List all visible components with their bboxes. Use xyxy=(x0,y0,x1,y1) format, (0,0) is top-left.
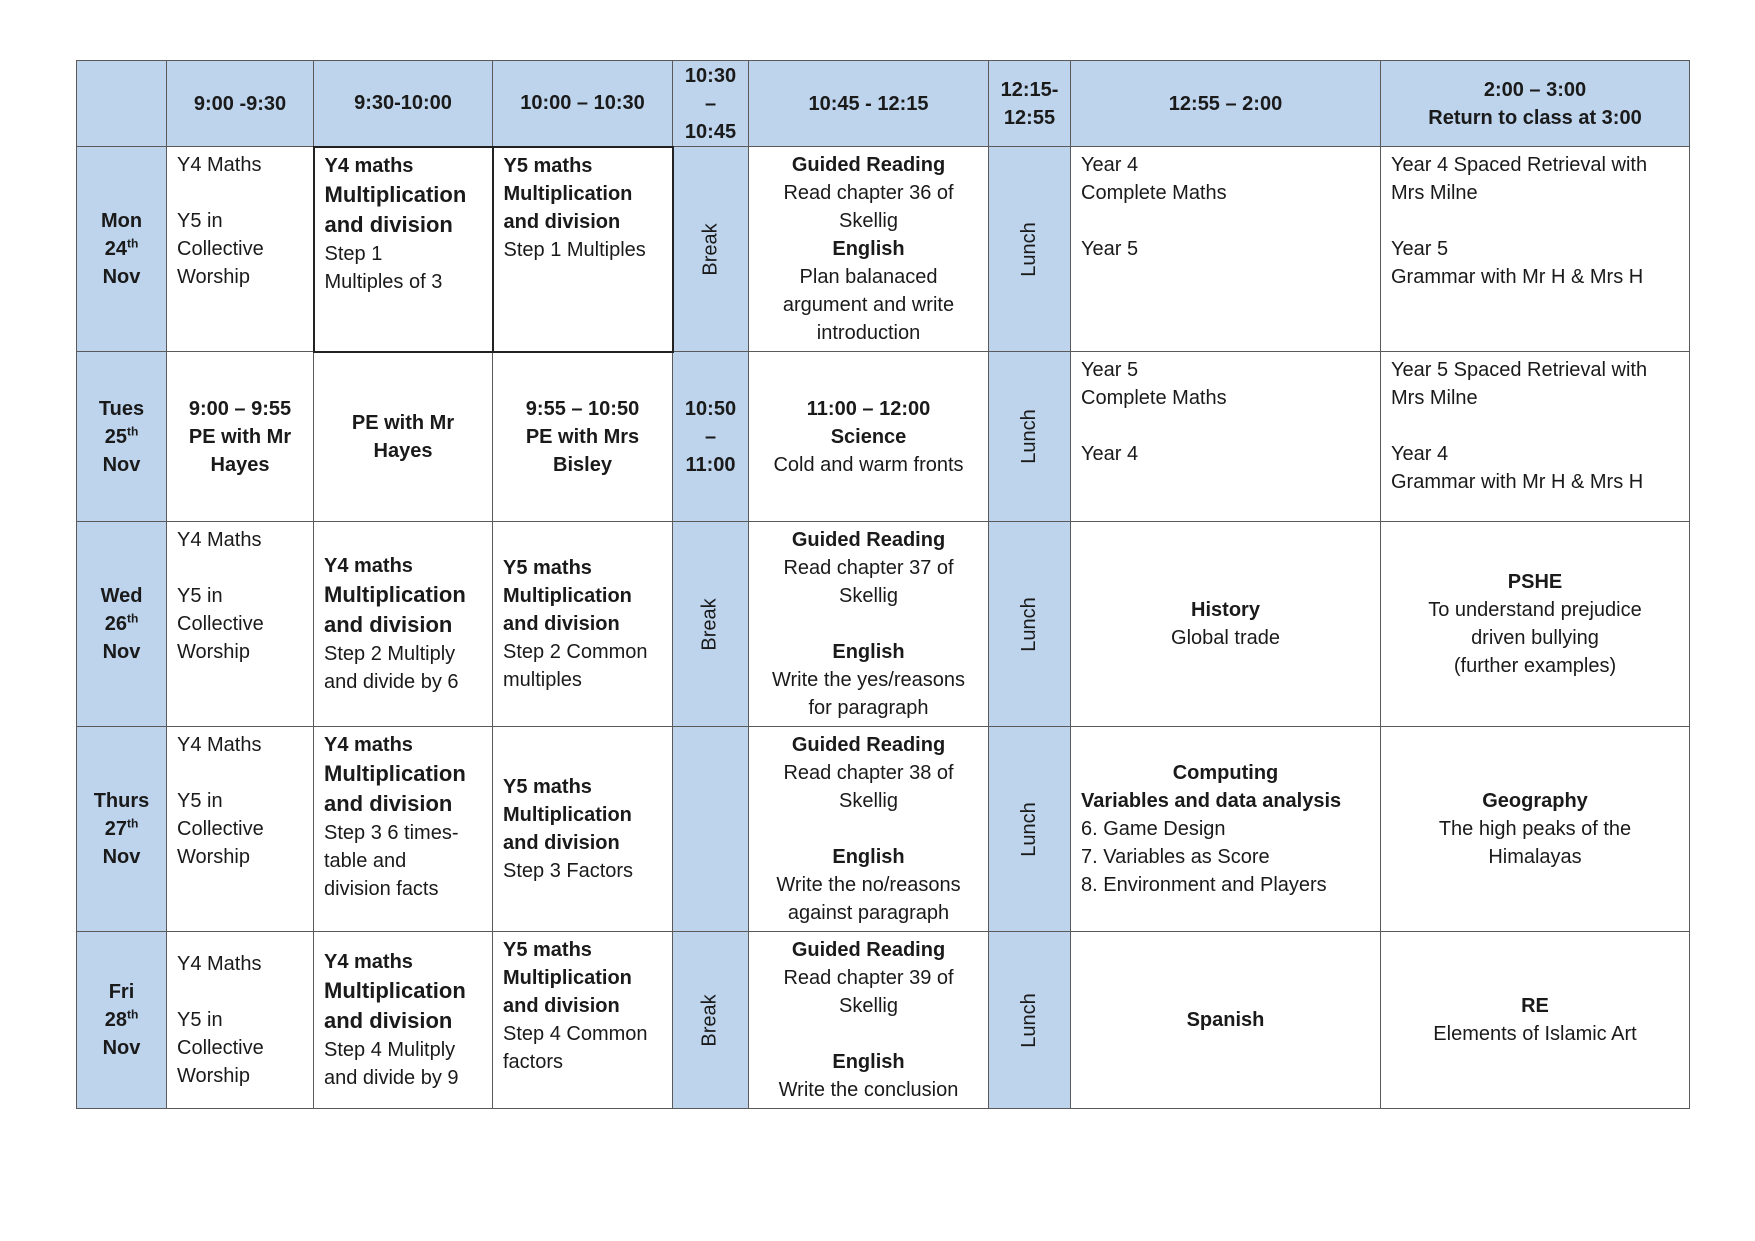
header-row xyxy=(77,61,1690,147)
lunch-band: Lunch xyxy=(989,932,1071,1109)
lesson-cell: Geography The high peaks of the Himalayas xyxy=(1381,727,1690,932)
lesson-cell: 9:55 – 10:50 PE with Mrs Bisley xyxy=(493,352,673,522)
lesson-cell: Year 5 Complete Maths Year 4 xyxy=(1071,352,1381,522)
header-slot-5: 10:45 - 12:15 xyxy=(749,61,989,147)
day-label: Thurs 27th Nov xyxy=(77,727,167,932)
lesson-cell: History Global trade xyxy=(1071,522,1381,727)
lesson-cell: RE Elements of Islamic Art xyxy=(1381,932,1690,1109)
lesson-cell: PSHE To understand prejudice driven bullying (further examples) xyxy=(1381,522,1690,727)
lesson-cell: Y5 maths Multiplication and division Step 3 Factors xyxy=(493,727,673,932)
lesson-cell: Y5 maths Multiplication and division Step 4 Common factors xyxy=(493,932,673,1109)
header-slot-1: 9:00 -9:30 xyxy=(167,61,314,147)
header-slot-break: 10:30 – 10:45 xyxy=(673,61,749,147)
lesson-cell: Y4 maths Multiplication and division Step 3 6 times- table and division facts xyxy=(314,727,493,932)
lunch-band: Lunch xyxy=(989,727,1071,932)
lunch-band: Lunch xyxy=(989,147,1071,352)
lesson-cell: Guided Reading Read chapter 36 of Skellig English Plan balanaced argument and write introduction xyxy=(749,147,989,352)
lunch-band: Lunch xyxy=(989,522,1071,727)
lesson-cell: Y5 maths Multiplication and division Step 1 Multiples xyxy=(493,147,673,352)
lesson-cell: Y4 maths Multiplication and division Step 1 Multiples of 3 xyxy=(314,147,493,352)
lesson-cell: Y4 Maths Y5 in Collective Worship xyxy=(167,727,314,932)
lesson-cell: Computing Variables and data analysis 6. Game Design 7. Variables as Score 8. Environment and Players xyxy=(1071,727,1381,932)
lesson-cell: Y4 Maths Y5 in Collective Worship xyxy=(167,147,314,352)
break-band-empty xyxy=(673,727,749,932)
row-monday xyxy=(77,147,1690,352)
lesson-cell: Guided Reading Read chapter 37 of Skellig English Write the yes/reasons for paragraph xyxy=(749,522,989,727)
header-slot-lunch: 12:15- 12:55 xyxy=(989,61,1071,147)
lesson-cell: Y4 Maths Y5 in Collective Worship xyxy=(167,522,314,727)
header-corner xyxy=(77,61,167,147)
day-label: Fri 28th Nov xyxy=(77,932,167,1109)
break-band: Break xyxy=(673,147,749,352)
lesson-cell: Guided Reading Read chapter 39 of Skellig English Write the conclusion xyxy=(749,932,989,1109)
lesson-cell: Y4 maths Multiplication and division Step 2 Multiply and divide by 6 xyxy=(314,522,493,727)
break-band: Break xyxy=(673,522,749,727)
lesson-cell: 11:00 – 12:00 Science Cold and warm fronts xyxy=(749,352,989,522)
lesson-cell: Year 4 Complete Maths Year 5 xyxy=(1071,147,1381,352)
row-friday xyxy=(77,932,1690,1109)
day-label: Tues 25th Nov xyxy=(77,352,167,522)
lesson-cell: Spanish xyxy=(1071,932,1381,1109)
lesson-cell: Y5 maths Multiplication and division Step 2 Common multiples xyxy=(493,522,673,727)
break-band: Break xyxy=(673,932,749,1109)
row-tuesday xyxy=(77,352,1690,522)
day-label: Mon 24th Nov xyxy=(77,147,167,352)
lesson-cell: Y4 Maths Y5 in Collective Worship xyxy=(167,932,314,1109)
lesson-cell: Guided Reading Read chapter 38 of Skellig English Write the no/reasons against paragraph xyxy=(749,727,989,932)
lesson-cell: PE with Mr Hayes xyxy=(314,352,493,522)
day-label: Wed 26th Nov xyxy=(77,522,167,727)
timetable xyxy=(76,60,1690,1109)
lunch-band: Lunch xyxy=(989,352,1071,522)
header-slot-8: 2:00 – 3:00 Return to class at 3:00 xyxy=(1381,61,1690,147)
break-time-band: 10:50 – 11:00 xyxy=(673,352,749,522)
header-slot-3: 10:00 – 10:30 xyxy=(493,61,673,147)
header-slot-7: 12:55 – 2:00 xyxy=(1071,61,1381,147)
row-wednesday xyxy=(77,522,1690,727)
lesson-cell: Year 5 Spaced Retrieval with Mrs Milne Year 4 Grammar with Mr H & Mrs H xyxy=(1381,352,1690,522)
row-thursday xyxy=(77,727,1690,932)
lesson-cell: Year 4 Spaced Retrieval with Mrs Milne Year 5 Grammar with Mr H & Mrs H xyxy=(1381,147,1690,352)
header-slot-2: 9:30-10:00 xyxy=(314,61,493,147)
lesson-cell: 9:00 – 9:55 PE with Mr Hayes xyxy=(167,352,314,522)
lesson-cell: Y4 maths Multiplication and division Step 4 Mulitply and divide by 9 xyxy=(314,932,493,1109)
